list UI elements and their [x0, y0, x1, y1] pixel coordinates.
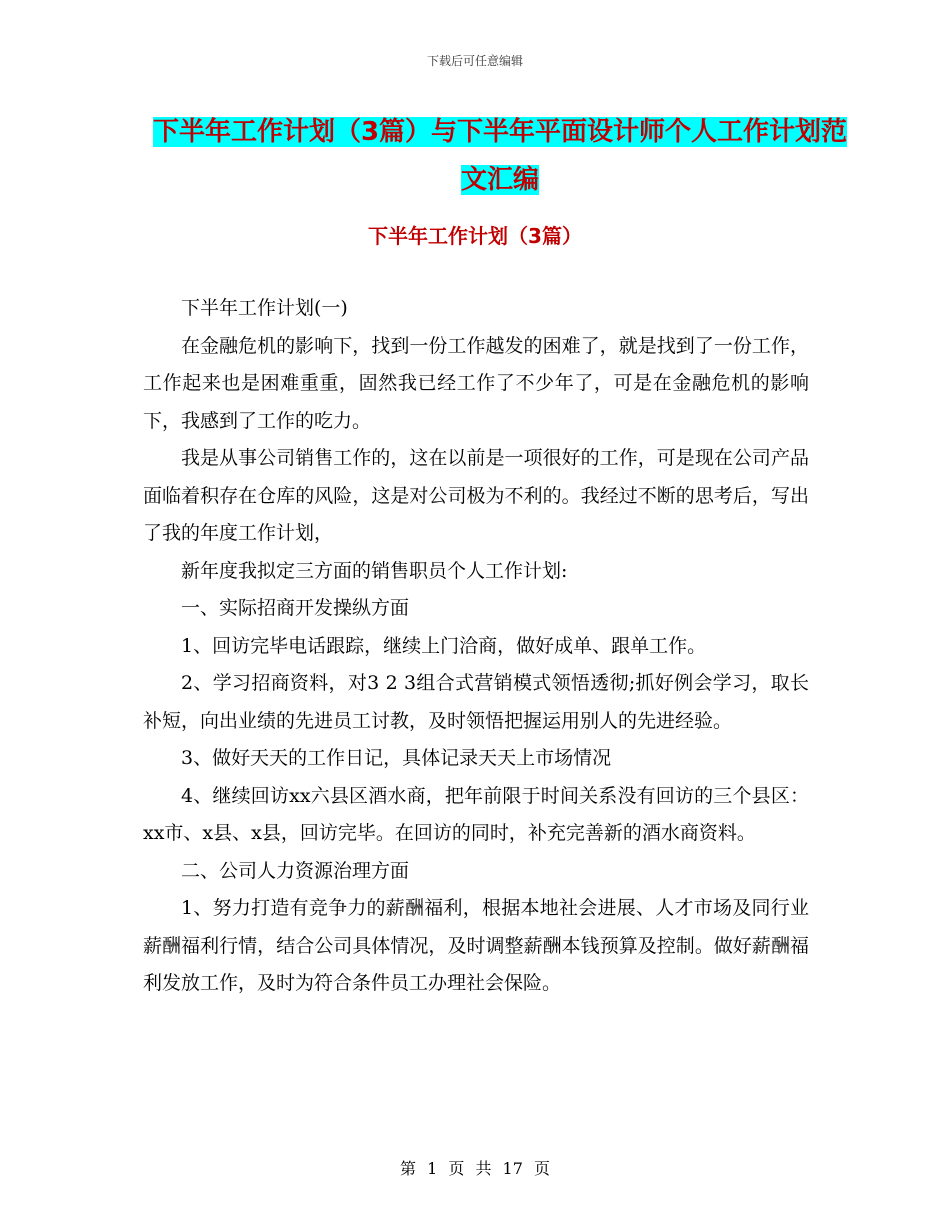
paragraph: 下半年工作计划(一): [181, 297, 348, 319]
paragraph: 我是从事公司销售工作的，这在以前是一项很好的工作，可是现在公司产品面临着积存在仓库的风险，这是对公司极为不利的。我经过不断的思考后，写出了我的年度工作计划，: [143, 447, 809, 544]
document-title: [140, 108, 860, 204]
paragraph: 1、努力打造有竞争力的薪酬福利，根据本地社会进展、人才市场及同行业薪酬福利行情，结合公司具体情况，及时调整薪酬本钱预算及控制。做好薪酬福利发放工作，及时为符合条件员工办理社会保险。: [143, 897, 809, 994]
paragraph: 在金融危机的影响下，找到一份工作越发的困难了，就是找到了一份工作，工作起来也是困难重重，固然我已经工作了不少年了，可是在金融危机的影响下，我感到了工作的吃力。: [143, 334, 809, 432]
document-body: [143, 290, 809, 1003]
header-note: 下载后可任意编辑: [426, 54, 523, 68]
paragraph: 4、继续回访xx六县区酒水商，把年前限于时间关系没有回访的三个县区：xx市、x县、x县，回访完毕。在回访的同时，补充完善新的酒水商资料。: [143, 784, 809, 844]
paragraph: 一、实际招商开发操纵方面: [181, 597, 410, 619]
document-title-text: 下半年工作计划（3篇）与下半年平面设计师个人工作计划范文汇编: [152, 117, 848, 195]
paragraph: 1、回访完毕电话跟踪，继续上门洽商，做好成单、跟单工作。: [181, 634, 707, 657]
paragraph: 3、做好天天的工作日记，具体记录天天上市场情况: [181, 747, 612, 769]
paragraph: 新年度我拟定三方面的销售职员个人工作计划:: [181, 559, 568, 582]
paragraph: 2、学习招商资料，对3 2 3组合式营销模式领悟透彻;抓好例会学习，取长补短，向出业绩的先进员工讨教，及时领悟把握运用别人的先进经验。: [143, 672, 809, 732]
section-title: 下半年工作计划（3篇）: [368, 224, 582, 248]
paragraph: 二、公司人力资源治理方面: [181, 859, 410, 882]
page-indicator: 第 1 页 共 17 页: [400, 1159, 550, 1178]
